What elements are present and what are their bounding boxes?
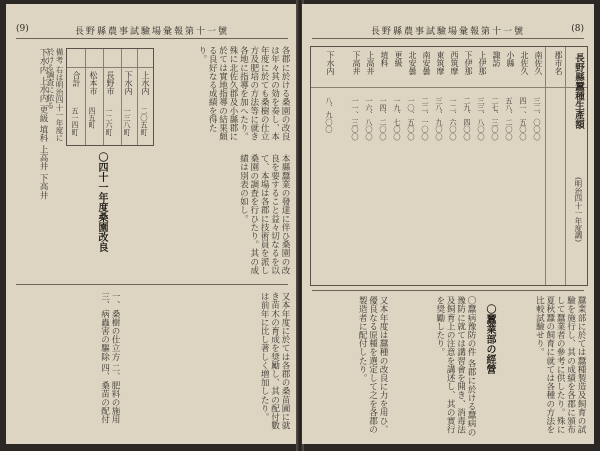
left-side-list-item: 下水内 (38, 48, 48, 74)
value-cell: 四一、五〇〇 (519, 97, 528, 141)
right-running-title: 長野縣農事試驗場彙報第十一號 (370, 27, 525, 37)
value-cell: 一四、二〇〇 (379, 97, 388, 141)
right-divider (312, 290, 584, 291)
value-cell: 一九、七〇〇 (393, 97, 402, 141)
left-side-list-item: 上水内 (38, 76, 48, 103)
value-cell: 一二、六〇〇 (449, 97, 458, 141)
left-page (6, 4, 298, 444)
left-table-note: 備考 右は明治四十一年度に於ける調査に依る (46, 48, 64, 142)
right-paragraph-a: 蠶業部に於ては蠶種製造及飼育の試驗を施行し、其の成績を各郡に頒布して蠶業者の參考に供したり。殊に夏秋蠶の飼育に就ては各種の方法を比較試驗せり。 (534, 296, 586, 434)
left-table-gun: 長野市 (106, 71, 115, 95)
right-section-heading: 〇蠶業部の經營 (484, 304, 495, 374)
left-side-list (14, 48, 48, 278)
gun-name: 小縣 (506, 51, 515, 67)
left-page-number: (9) (16, 24, 29, 34)
left-table-figure: 五一四町 (71, 107, 80, 136)
gun-name: 西筑摩 (450, 51, 459, 75)
left-table-gun: 下水内 (124, 71, 133, 95)
gun-name: 諏訪 (492, 51, 501, 67)
table-title: 長野縣蠶種生產額 (573, 53, 584, 129)
table-subtitle: (明治四十一年度調) (574, 177, 583, 242)
right-paragraph-c: 又本年度は蠶種の改良に力を用ひ、優良なる原種を選定して之を各郡の製造者に配付したり。 (357, 296, 388, 434)
gun-name: 東筑摩 (436, 51, 445, 75)
left-divider (16, 284, 288, 285)
value-cell: 二七、三〇〇 (491, 97, 500, 141)
right-running-header (312, 24, 584, 39)
gun-name: 下水内 (326, 51, 335, 75)
value-cell: 五八、二〇〇 (505, 97, 514, 141)
value-cell: 一〇、五〇〇 (407, 97, 416, 141)
table-header-label: 郡市名 (554, 51, 563, 75)
left-table-gun: 上水内 (141, 71, 150, 95)
left-paragraph-top: 各郡に於ける桑園の改良は年々其の効を奏し、本年度に於ても桑樹の仕立方及肥培の方法等に就き各地に指導を加へたり。殊に北佐久郡及小縣郡に於ては實地指導の結果頗る良好なる成績を得たり。 (196, 46, 290, 141)
value-cell: 二九、四〇〇 (463, 97, 472, 141)
value-cell: 一六、八〇〇 (365, 97, 374, 141)
right-page (302, 4, 594, 444)
left-section-heading: 〇四十一年度桑園改良 (96, 152, 107, 252)
gun-name: 上高井 (366, 51, 375, 75)
production-table (310, 46, 588, 286)
left-table (66, 48, 154, 146)
value-cell: 三八、九〇〇 (435, 97, 444, 141)
left-table-gun: 松本市 (89, 71, 98, 95)
gun-name: 南安曇 (422, 51, 431, 75)
left-table-figure: 一二六町 (105, 107, 114, 136)
left-paragraph-mid: 本縣蠶業の發達に伴ひ桑園の改良を要すること益々切なるを以て、本場は各郡に技術員を派し桑園の調査を行ひたり。其の成績は別表の如し。 (238, 154, 290, 275)
left-running-title: 長野縣農事試驗場彙報第十一號 (74, 27, 229, 37)
value-cell: 三三、八〇〇 (477, 97, 486, 141)
value-cell: 一一、三〇〇 (351, 97, 360, 141)
gun-name: 北佐久 (520, 51, 529, 75)
left-paragraph-bottom: 又本年度に於ては各郡の桑苗圃に就き苗木の育成を奨勵し、其の配付數は前年に比し著しく増加したり。 (259, 292, 290, 430)
left-table-figure: 一三八町 (123, 107, 132, 136)
left-side-list-item: 下高井 (38, 173, 48, 200)
gun-name: 南佐久 (534, 51, 543, 75)
left-bottom-paragraph: 一、桑樹の仕立方 二、肥料の施用 三、病蟲害の驅除 四、桑苗の配付 (99, 292, 120, 424)
gun-name: 北安曇 (408, 51, 417, 75)
left-side-list-item: 更級 (38, 105, 48, 123)
gun-name: 更級 (394, 51, 403, 67)
right-page-number: (8) (571, 24, 584, 34)
value-cell: 三二、〇〇〇 (533, 97, 542, 141)
left-table-figure: 二〇五町 (140, 107, 149, 136)
left-table-gun: 合計 (72, 71, 81, 87)
gun-name: 埴科 (380, 51, 389, 67)
gun-name: 上伊那 (478, 51, 487, 75)
gun-name: 下伊那 (464, 51, 473, 75)
left-side-list-item: 上高井 (38, 144, 48, 171)
left-side-list-item: 埴科 (38, 125, 48, 143)
gun-name: 下高井 (352, 51, 361, 75)
right-paragraph-b: 〇蠶病豫防の件 各郡に於ける蠶病の豫防に就ては講習會を開き、消毒法及飼育上の注意を講述し、其の實行を奨勵したり。 (434, 296, 476, 437)
left-running-header (16, 24, 288, 39)
left-table-figure: 四五町 (88, 107, 97, 129)
value-cell: 二二、一〇〇 (421, 97, 430, 141)
value-cell: 八、九〇〇 (325, 97, 334, 133)
